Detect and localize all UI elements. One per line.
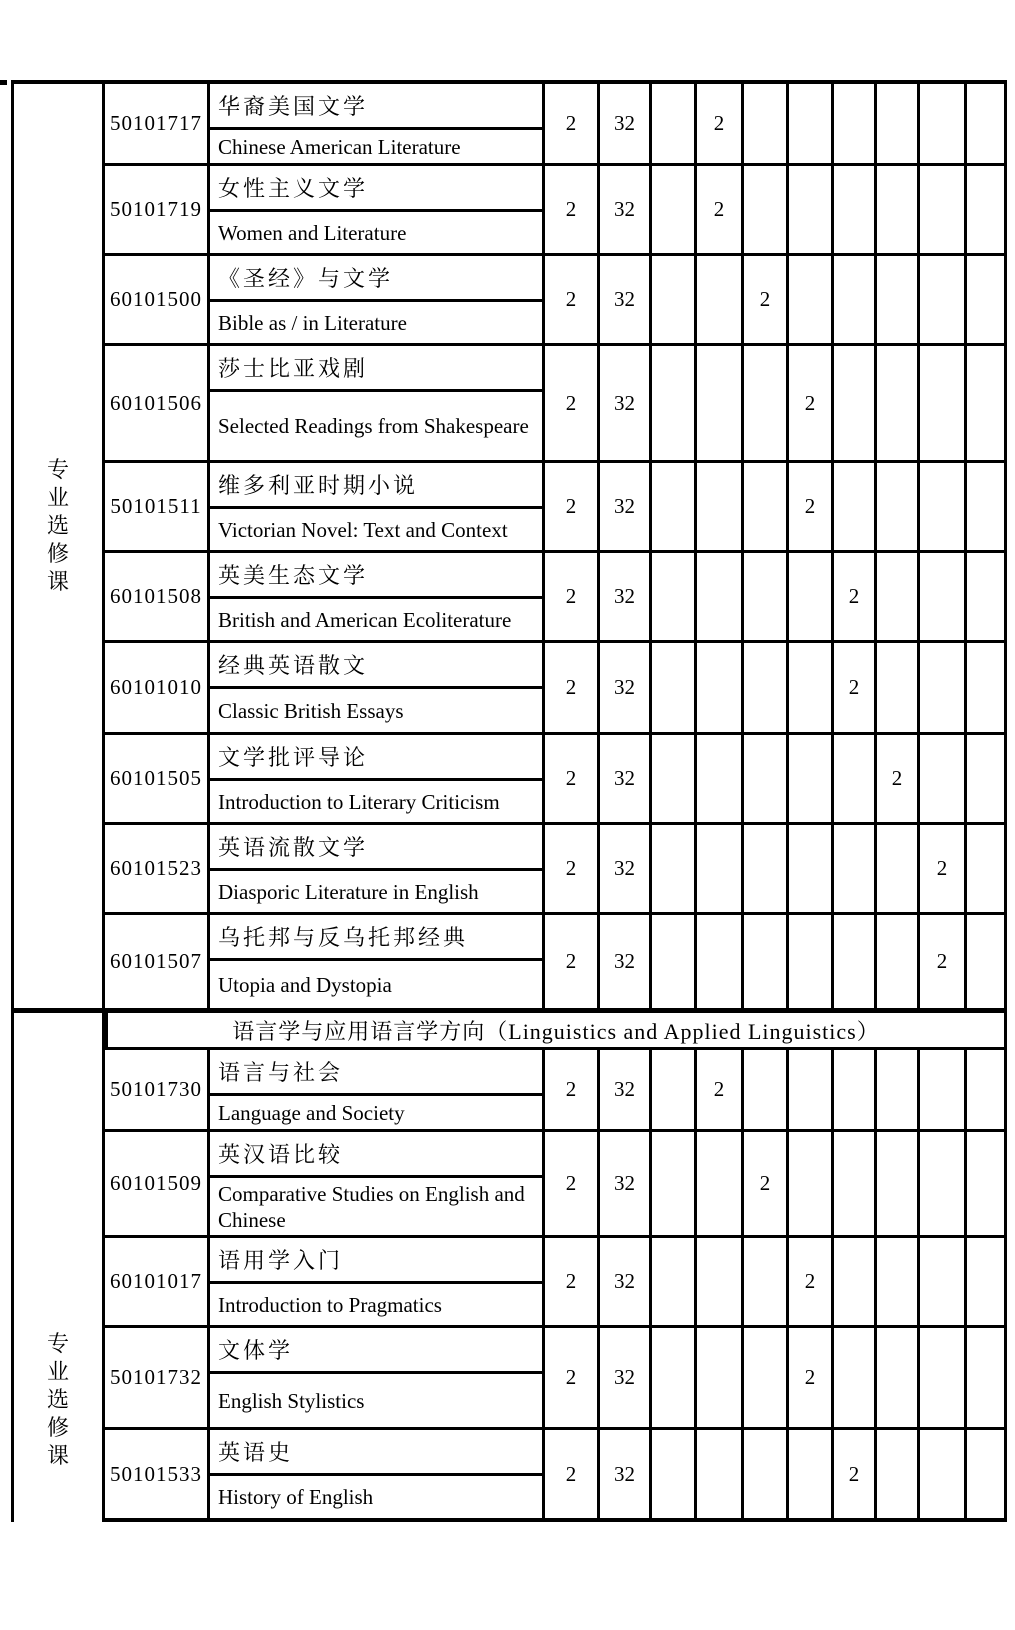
semester-7-cell: [917, 1430, 964, 1518]
course-name-chinese: 维多利亚时期小说: [210, 463, 542, 509]
semester-8-cell: [964, 1050, 1007, 1129]
course-hours-cell: 32: [597, 643, 649, 732]
course-name-cell: [207, 825, 542, 912]
course-name-chinese: 语言与社会: [210, 1050, 542, 1096]
semester-5-cell: [831, 915, 874, 1008]
semester-3-cell: [741, 346, 786, 460]
course-hours-cell: 32: [597, 166, 649, 253]
course-row: [105, 1050, 1007, 1132]
semester-3-cell: [741, 1328, 786, 1427]
sidebar-label-char: 业: [46, 1359, 69, 1384]
course-row: [105, 643, 1007, 735]
course-hours-cell: 32: [597, 735, 649, 822]
semester-7-cell: [917, 553, 964, 640]
semester-7-cell: [917, 166, 964, 253]
sidebar-category-label-section2: [14, 1013, 102, 1522]
semester-7-cell: [917, 1238, 964, 1325]
semester-3-cell: [741, 915, 786, 1008]
semester-7-cell: [917, 463, 964, 550]
semester-7-cell: [917, 735, 964, 822]
sidebar-label-char: 选: [46, 513, 69, 538]
course-hours-cell: 32: [597, 1328, 649, 1427]
course-name-cell: [207, 463, 542, 550]
course-code-cell: 50101732: [110, 1365, 202, 1389]
course-code-cell: 60101017: [110, 1269, 202, 1293]
semester-7-cell: [917, 1050, 964, 1129]
course-name-english: British and American Ecoliterature: [218, 607, 512, 632]
semester-6-cell: [874, 1050, 917, 1129]
course-name-english: Bible as / in Literature: [218, 310, 407, 335]
course-row: [105, 553, 1007, 643]
semester-2-cell: [694, 735, 741, 822]
course-name-chinese: 英语流散文学: [210, 825, 542, 871]
curriculum-table: [11, 80, 1007, 1522]
semester-5-cell: [831, 346, 874, 460]
sidebar-label-char: 业: [46, 485, 69, 510]
sidebar-label-char: 课: [46, 569, 69, 594]
semester-6-cell: [874, 915, 917, 1008]
course-name-cell: [207, 643, 542, 732]
course-name-english: Utopia and Dystopia: [218, 972, 392, 997]
course-name-english: Introduction to Pragmatics: [218, 1292, 442, 1317]
semester-3-cell: [741, 553, 786, 640]
semester-2-cell: [694, 346, 741, 460]
course-name-chinese: 经典英语散文: [210, 643, 542, 689]
semester-4-cell: 2: [786, 1328, 831, 1427]
semester-1-cell: [649, 1430, 694, 1518]
semester-7-cell: [917, 346, 964, 460]
course-row: [105, 1132, 1007, 1238]
semester-6-cell: [874, 825, 917, 912]
course-name-cell: [207, 1328, 542, 1427]
course-name-cell: [207, 256, 542, 343]
semester-3-cell: 2: [741, 256, 786, 343]
course-hours-cell: 32: [597, 463, 649, 550]
course-credits-cell: 2: [542, 346, 597, 460]
course-row: [105, 1430, 1007, 1522]
section-header-row: 语言学与应用语言学方向（Linguistics and Applied Linguistics）: [105, 1008, 1007, 1050]
course-credits-cell: 2: [542, 1050, 597, 1129]
semester-6-cell: [874, 643, 917, 732]
semester-1-cell: [649, 166, 694, 253]
semester-8-cell: [964, 735, 1007, 822]
semester-5-cell: [831, 1132, 874, 1235]
course-name-chinese: 英美生态文学: [210, 553, 542, 599]
page-edge-line-artifact: [0, 80, 7, 85]
course-hours-cell: 32: [597, 553, 649, 640]
semester-7-cell: [917, 643, 964, 732]
course-name-cell: [207, 166, 542, 253]
course-name-chinese: 乌托邦与反乌托邦经典: [210, 915, 542, 961]
semester-7-cell: [917, 1328, 964, 1427]
semester-6-cell: [874, 463, 917, 550]
semester-3-cell: [741, 84, 786, 163]
semester-3-cell: [741, 1430, 786, 1518]
course-row: [105, 463, 1007, 553]
semester-8-cell: [964, 915, 1007, 1008]
semester-1-cell: [649, 84, 694, 163]
semester-2-cell: [694, 643, 741, 732]
course-row: [105, 166, 1007, 256]
semester-1-cell: [649, 915, 694, 1008]
sidebar-label-char: 选: [46, 1387, 69, 1412]
course-credits-cell: 2: [542, 1238, 597, 1325]
semester-4-cell: [786, 84, 831, 163]
course-name-cell: [207, 735, 542, 822]
course-credits-cell: 2: [542, 1430, 597, 1518]
course-code-cell: 50101717: [110, 111, 202, 135]
course-credits-cell: 2: [542, 735, 597, 822]
category-sidebar-column: [11, 80, 105, 1522]
course-name-cell: [207, 553, 542, 640]
sidebar-label-char: 修: [46, 1415, 69, 1440]
semester-4-cell: [786, 915, 831, 1008]
semester-2-cell: [694, 915, 741, 1008]
course-code-cell: 50101730: [110, 1077, 202, 1101]
course-code-cell: 60101506: [110, 390, 202, 415]
semester-5-cell: [831, 1238, 874, 1325]
semester-7-cell: [917, 84, 964, 163]
course-name-english: Introduction to Literary Criticism: [218, 789, 500, 814]
course-code-cell: 60101010: [110, 675, 202, 699]
semester-2-cell: 2: [694, 166, 741, 253]
course-name-chinese: 《圣经》与文学: [210, 256, 542, 302]
semester-6-cell: [874, 1132, 917, 1235]
semester-3-cell: [741, 166, 786, 253]
semester-8-cell: [964, 166, 1007, 253]
course-name-english: Women and Literature: [218, 220, 407, 245]
course-name-english: Language and Society: [218, 1100, 405, 1125]
course-credits-cell: 2: [542, 915, 597, 1008]
sidebar-label-char: 课: [46, 1443, 69, 1468]
course-name-english: Selected Readings from Shakespeare: [218, 414, 529, 438]
semester-8-cell: [964, 1430, 1007, 1518]
course-code-cell: 50101533: [110, 1461, 202, 1486]
course-rows-column: [105, 80, 1007, 1522]
course-credits-cell: 2: [542, 256, 597, 343]
course-hours-cell: 32: [597, 1132, 649, 1235]
course-hours-cell: 32: [597, 1050, 649, 1129]
course-name-chinese: 文体学: [210, 1328, 542, 1374]
sidebar-label-char: 专: [46, 1331, 69, 1356]
course-code-cell: 60101523: [110, 856, 202, 880]
course-code-cell: 60101509: [110, 1171, 202, 1195]
course-name-chinese: 语用学入门: [210, 1238, 542, 1284]
semester-2-cell: [694, 825, 741, 912]
semester-5-cell: [831, 735, 874, 822]
course-code-cell: 60101505: [110, 766, 202, 790]
semester-1-cell: [649, 643, 694, 732]
semester-4-cell: [786, 1132, 831, 1235]
semester-8-cell: [964, 346, 1007, 460]
semester-4-cell: [786, 825, 831, 912]
course-hours-cell: 32: [597, 1430, 649, 1518]
semester-3-cell: [741, 825, 786, 912]
semester-4-cell: [786, 735, 831, 822]
semester-1-cell: [649, 825, 694, 912]
course-credits-cell: 2: [542, 553, 597, 640]
semester-5-cell: 2: [831, 643, 874, 732]
course-name-cell: [207, 1050, 542, 1129]
semester-1-cell: [649, 1132, 694, 1235]
semester-8-cell: [964, 643, 1007, 732]
semester-5-cell: [831, 166, 874, 253]
semester-3-cell: [741, 1238, 786, 1325]
semester-8-cell: [964, 1328, 1007, 1427]
semester-4-cell: [786, 553, 831, 640]
course-name-chinese: 莎士比亚戏剧: [210, 346, 542, 392]
semester-1-cell: [649, 1238, 694, 1325]
course-name-cell: [207, 915, 542, 1008]
course-hours-cell: 32: [597, 825, 649, 912]
semester-5-cell: 2: [831, 1430, 874, 1518]
semester-2-cell: 2: [694, 84, 741, 163]
course-name-english: Victorian Novel: Text and Context: [218, 517, 508, 542]
course-name-cell: [207, 1132, 542, 1235]
course-credits-cell: 2: [542, 643, 597, 732]
semester-2-cell: [694, 1430, 741, 1518]
course-credits-cell: 2: [542, 825, 597, 912]
course-row: [105, 735, 1007, 825]
course-row: [105, 1238, 1007, 1328]
semester-2-cell: [694, 256, 741, 343]
semester-2-cell: [694, 1238, 741, 1325]
semester-3-cell: [741, 735, 786, 822]
semester-1-cell: [649, 553, 694, 640]
semester-4-cell: [786, 1430, 831, 1518]
course-hours-cell: 32: [597, 346, 649, 460]
sidebar-category-label-section1: [14, 84, 102, 1013]
semester-1-cell: [649, 463, 694, 550]
semester-6-cell: [874, 1328, 917, 1427]
course-name-cell: [207, 1238, 542, 1325]
semester-4-cell: [786, 166, 831, 253]
course-row: [105, 1328, 1007, 1430]
semester-1-cell: [649, 346, 694, 460]
semester-3-cell: [741, 463, 786, 550]
semester-5-cell: [831, 825, 874, 912]
course-name-cell: [207, 346, 542, 460]
semester-5-cell: [831, 1328, 874, 1427]
semester-6-cell: [874, 553, 917, 640]
semester-8-cell: [964, 463, 1007, 550]
semester-7-cell: 2: [917, 915, 964, 1008]
course-row: [105, 346, 1007, 463]
course-row: [105, 825, 1007, 915]
course-name-english: Diasporic Literature in English: [218, 879, 479, 904]
semester-5-cell: [831, 256, 874, 343]
semester-6-cell: [874, 84, 917, 163]
semester-8-cell: [964, 1238, 1007, 1325]
semester-7-cell: [917, 256, 964, 343]
course-row: [105, 915, 1007, 1008]
semester-6-cell: [874, 256, 917, 343]
semester-5-cell: [831, 463, 874, 550]
semester-4-cell: [786, 1050, 831, 1129]
course-name-cell: [207, 84, 542, 163]
course-credits-cell: 2: [542, 463, 597, 550]
course-name-chinese: 文学批评导论: [210, 735, 542, 781]
course-name-english: English Stylistics: [218, 1388, 365, 1413]
course-name-english: Chinese American Literature: [218, 134, 461, 159]
course-code-cell: 60101507: [110, 949, 202, 973]
course-name-english: Classic British Essays: [218, 698, 404, 723]
semester-5-cell: [831, 84, 874, 163]
course-name-cell: [207, 1430, 542, 1518]
semester-6-cell: [874, 346, 917, 460]
semester-3-cell: 2: [741, 1132, 786, 1235]
course-code-cell: 60101500: [110, 287, 202, 311]
semester-4-cell: [786, 643, 831, 732]
course-code-cell: 60101508: [110, 584, 202, 608]
semester-6-cell: [874, 1238, 917, 1325]
semester-1-cell: [649, 1050, 694, 1129]
semester-6-cell: [874, 1430, 917, 1518]
course-credits-cell: 2: [542, 166, 597, 253]
course-row: [105, 256, 1007, 346]
course-name-chinese: 英语史: [210, 1430, 542, 1476]
semester-7-cell: 2: [917, 825, 964, 912]
semester-2-cell: [694, 1132, 741, 1235]
semester-8-cell: [964, 553, 1007, 640]
course-code-cell: 50101719: [110, 197, 202, 221]
sidebar-label-char: 修: [46, 541, 69, 566]
course-name-english: Comparative Studies on English and Chinese: [218, 1181, 525, 1232]
semester-4-cell: 2: [786, 463, 831, 550]
semester-8-cell: [964, 84, 1007, 163]
semester-5-cell: 2: [831, 553, 874, 640]
course-name-chinese: 英汉语比较: [210, 1132, 542, 1178]
course-credits-cell: 2: [542, 84, 597, 163]
semester-8-cell: [964, 256, 1007, 343]
course-name-chinese: 女性主义文学: [210, 166, 542, 212]
course-hours-cell: 32: [597, 256, 649, 343]
semester-7-cell: [917, 1132, 964, 1235]
semester-2-cell: [694, 463, 741, 550]
semester-1-cell: [649, 256, 694, 343]
semester-8-cell: [964, 1132, 1007, 1235]
course-hours-cell: 32: [597, 915, 649, 1008]
semester-2-cell: [694, 553, 741, 640]
semester-1-cell: [649, 1328, 694, 1427]
semester-2-cell: [694, 1328, 741, 1427]
course-code-cell: 50101511: [110, 494, 202, 518]
course-name-english: History of English: [218, 1485, 374, 1509]
semester-6-cell: 2: [874, 735, 917, 822]
semester-5-cell: [831, 1050, 874, 1129]
semester-8-cell: [964, 825, 1007, 912]
semester-2-cell: 2: [694, 1050, 741, 1129]
semester-1-cell: [649, 735, 694, 822]
semester-3-cell: [741, 1050, 786, 1129]
semester-3-cell: [741, 643, 786, 732]
sidebar-label-char: 专: [46, 457, 69, 482]
course-name-chinese: 华裔美国文学: [210, 84, 542, 130]
semester-4-cell: [786, 256, 831, 343]
semester-6-cell: [874, 166, 917, 253]
course-credits-cell: 2: [542, 1132, 597, 1235]
semester-4-cell: 2: [786, 1238, 831, 1325]
course-hours-cell: 32: [597, 84, 649, 163]
course-credits-cell: 2: [542, 1328, 597, 1427]
semester-4-cell: 2: [786, 346, 831, 460]
course-row: [105, 84, 1007, 166]
course-hours-cell: 32: [597, 1238, 649, 1325]
